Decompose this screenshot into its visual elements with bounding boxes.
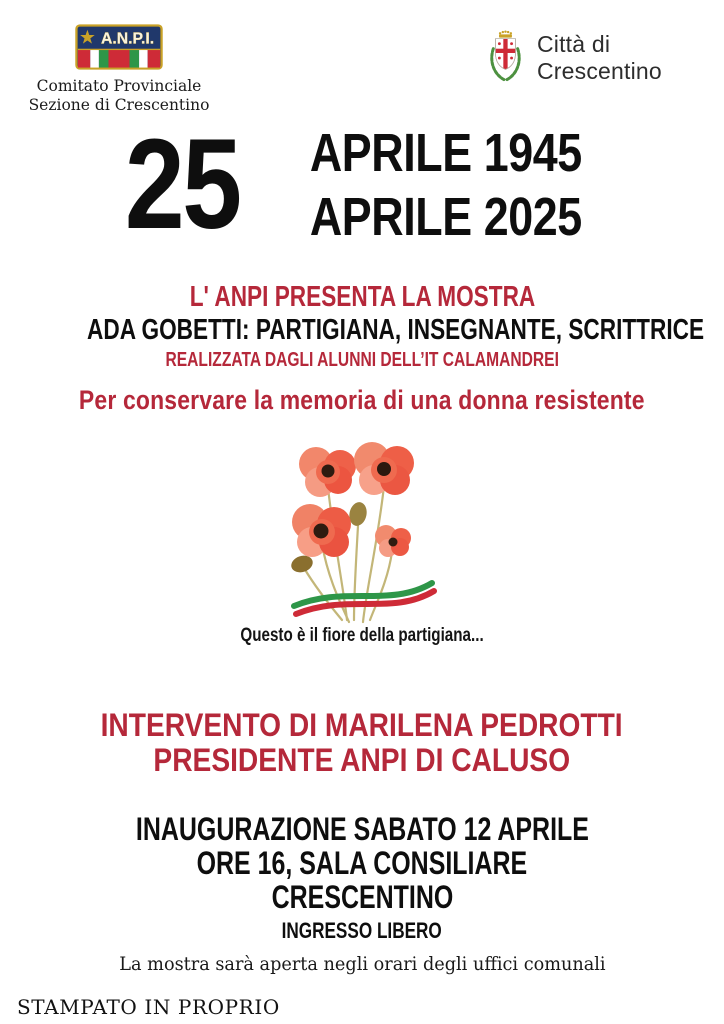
speaker-line1: INTERVENTO DI MARILENA PEDROTTI <box>100 707 624 743</box>
mostra-title: ADA GOBETTI: PARTIGIANA, INSEGNANTE, SCRITTRICE <box>87 314 705 346</box>
speaker-block <box>0 708 724 778</box>
anpi-ribbon-stripes <box>78 49 160 68</box>
anpi-committee-line1: Comitato Provinciale <box>36 77 202 95</box>
poppy-flower-1 <box>299 447 356 497</box>
print-note: STAMPATO IN PROPRIO <box>17 995 280 1019</box>
event-line2: ORE 16, SALA CONSILIARE <box>196 845 528 881</box>
event-line1: INAUGURAZIONE SABATO 12 APRILE <box>135 811 589 847</box>
poppy-flower-2 <box>354 442 414 495</box>
city-crest-icon <box>484 26 527 90</box>
anpi-committee-line2: Sezione di Crescentino <box>28 96 210 115</box>
city-header <box>484 26 724 90</box>
speaker-line2: PRESIDENTE ANPI DI CALUSO <box>153 742 571 778</box>
date-line-1945: APRILE 1945 <box>310 123 583 183</box>
poppy-flower-3 <box>292 504 351 557</box>
flower-caption: Questo è il fiore della partigiana... <box>240 625 484 646</box>
crest-crown <box>499 30 512 37</box>
mostra-credit: REALIZZATA DAGLI ALUNNI DELL’IT CALAMANDREI <box>165 349 559 371</box>
city-name: Città di Crescentino <box>536 31 662 84</box>
exhibition-announcement <box>0 282 724 416</box>
flower-caption-row <box>0 625 724 647</box>
mostra-intro: L' ANPI PRESENTA LA MOSTRA <box>189 281 535 313</box>
mostra-tagline: Per conservare la memoria di una donna resistente <box>79 385 645 415</box>
dates-banner <box>0 113 724 256</box>
event-line3: CRESCENTINO <box>271 879 453 915</box>
anpi-flag-badge-icon <box>75 24 163 70</box>
date-lines <box>282 121 610 249</box>
event-line4: INGRESSO LIBERO <box>281 918 443 943</box>
poppies-illustration <box>250 430 474 630</box>
event-note: La mostra sarà aperta negli orari degli uffici comunali <box>118 953 606 975</box>
event-block <box>0 812 724 975</box>
anpi-badge-text: A.N.P.I. <box>101 30 155 48</box>
date-line-2025: APRILE 2025 <box>310 187 583 247</box>
anpi-header <box>26 24 212 116</box>
poppy-flower-4 <box>375 525 411 557</box>
day-number: 25 <box>124 113 240 256</box>
